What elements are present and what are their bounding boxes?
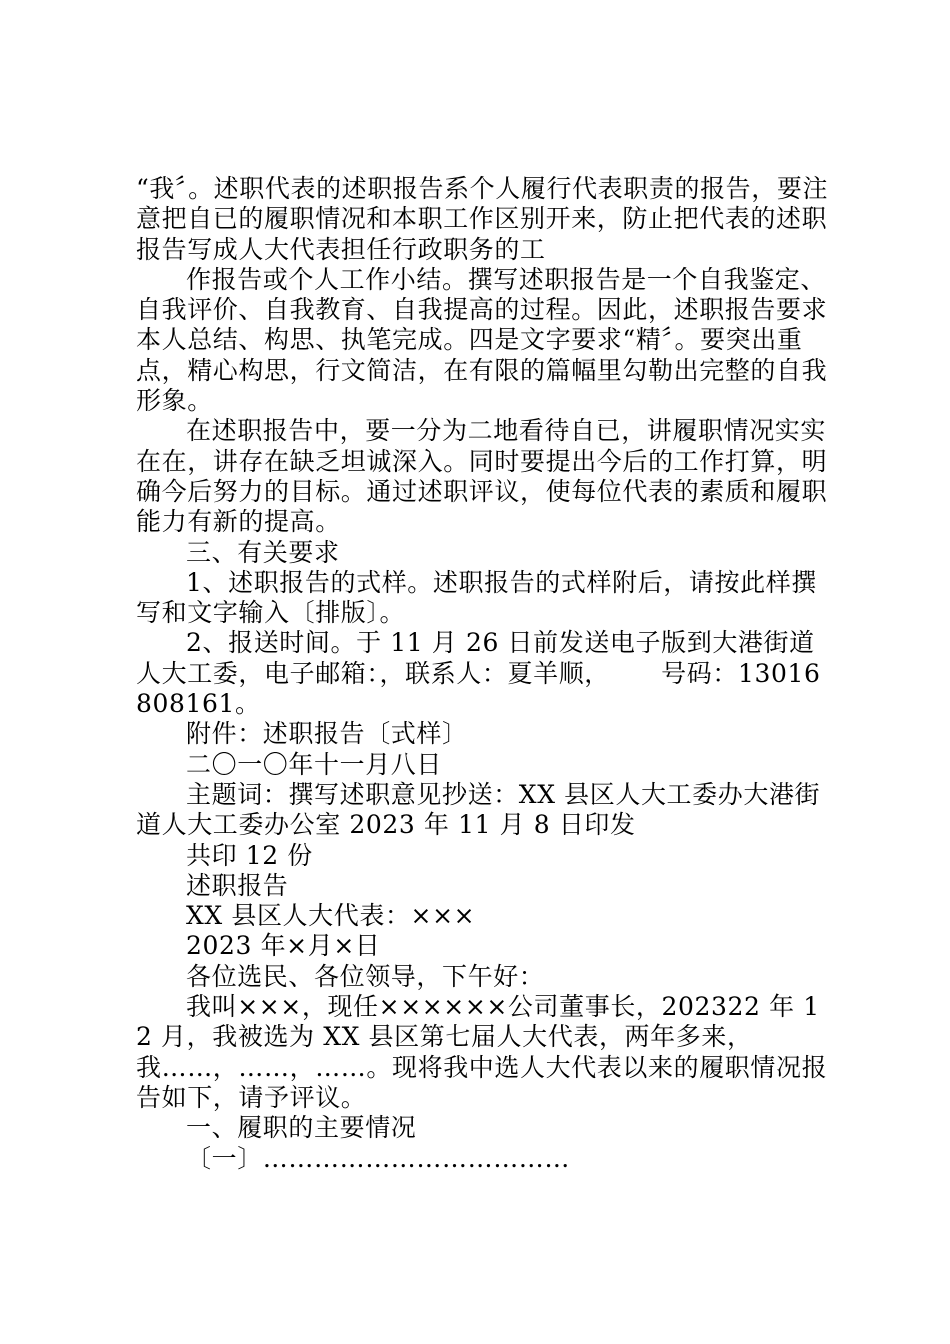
subject-line: 主题词：撰写述职意见抄送：XX 县区人大工委办大港街道人大工委办公室 2023 年 11 月 8 日印发: [136, 779, 821, 840]
paragraph: 我叫×××，现任××××××公司董事长，202322 年 12 月，我被选为 XX 县区第七届人大代表，两年多来，我……，……，……。现将我中选人大代表以来的履职情况报告如下，请予评议。: [136, 992, 828, 1112]
copies-line: 共印 12 份: [186, 840, 313, 870]
salutation: 各位选民、各位领导，下午好：: [186, 961, 545, 991]
section-heading: 三、有关要求: [186, 537, 340, 567]
attachment-line: 附件：述职报告〔式样〕: [186, 719, 468, 749]
paragraph: 在述职报告中，要一分为二地看待自已，讲履职情况实实在在，讲存在缺乏坦诚深入。同时要提出今后的工作打算，明确今后努力的目标。通过述职评议，使每位代表的素质和履职能力有新的提高。: [136, 416, 828, 537]
paragraph: “我〞。述职代表的述职报告系个人履行代表职责的报告，要注意把自已的履职情况和本职工作区别开来，防止把代表的述职报告写成人大代表担任行政职务的工: [136, 174, 829, 264]
paragraph: 2、报送时间。于 11 月 26 日前发送电子版到大港街道人大工委，电子邮箱：，联系人：夏羊顺， 号码：13016808161。: [136, 628, 821, 719]
report-title: 述职报告: [186, 870, 289, 900]
subsection-line: 〔一〕………………………………: [186, 1143, 571, 1173]
document-body: [136, 174, 836, 1174]
paragraph: 1、述职报告的式样。述职报告的式样附后，请按此样撰写和文字输入〔排版〕。: [136, 567, 817, 628]
date-line: 二〇一〇年十一月八日: [186, 749, 443, 779]
author-line: XX 县区人大代表：×××: [186, 901, 476, 931]
section-heading: 一、履职的主要情况: [186, 1113, 417, 1143]
report-date: 2023 年×月×日: [186, 931, 381, 961]
paragraph: 作报告或个人工作小结。撰写述职报告是一个自我鉴定、自我评价、自我教育、自我提高的过程。因此，述职报告要求本人总结、构思、执笔完成。四是文字要求“精〞。要突出重点，精心构思，行文简洁，在有限的篇幅里勾勒出完整的自我形象。: [136, 264, 828, 416]
